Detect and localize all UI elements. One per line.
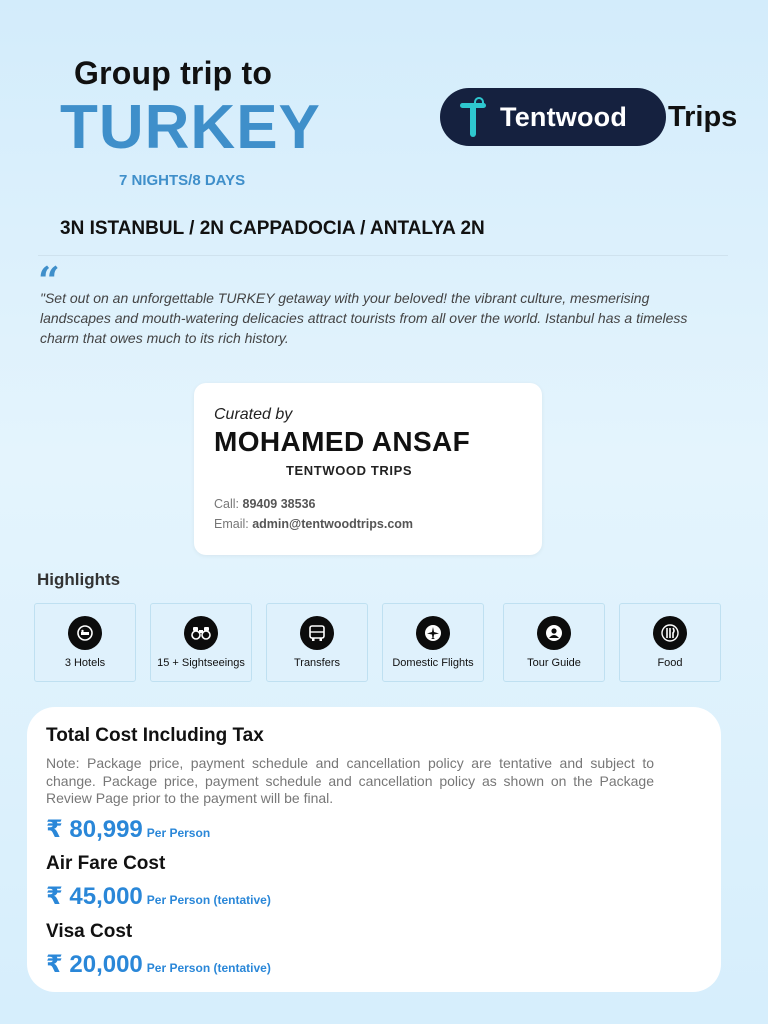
curator-company: TENTWOOD TRIPS	[286, 463, 413, 478]
utensils-icon	[653, 616, 687, 650]
visa-price	[46, 950, 271, 979]
highlight-label: Tour Guide	[527, 657, 581, 669]
trip-duration: 7 NIGHTS/8 DAYS	[119, 172, 246, 189]
cost-note: Note: Package price, payment schedule and cancellation policy are tentative and subject to change. Package price, payment schedule and cancellation policy as shown on the Package Review Page prior to the payment will be final.	[46, 755, 654, 806]
highlight-transfers	[266, 603, 368, 682]
highlight-food	[619, 603, 721, 682]
title-line: Group trip to	[74, 55, 273, 91]
highlight-label: Transfers	[293, 657, 341, 669]
phone-label: Call:	[214, 497, 240, 511]
airfare-price-unit: Per Person (tentative)	[146, 893, 271, 907]
destination-title: TURKEY	[60, 93, 321, 162]
highlight-label: Domestic Flights	[392, 657, 474, 669]
curated-by-label: Curated by	[214, 406, 293, 423]
curator-name: MOHAMED ANSAF	[214, 426, 471, 457]
highlight-flights	[382, 603, 484, 682]
divider	[38, 255, 728, 256]
brand-logo	[440, 88, 666, 146]
email-value[interactable]: admin@tentwoodtrips.com	[252, 517, 414, 531]
visa-price-unit: Per Person (tentative)	[146, 961, 271, 975]
intro-text: "Set out on an unforgettable TURKEY getaway with your beloved! the vibrant culture, mesmerising landscapes and mouth-watering delicacies attract tourists from all over the world. Istanbul has a timeless charm that owes much to its rich history.	[40, 290, 688, 346]
highlight-hotels	[34, 603, 136, 682]
highlight-label: 15 + Sightseeings	[157, 657, 245, 669]
cost-card	[27, 707, 721, 992]
total-cost-title: Total Cost Including Tax	[46, 725, 264, 746]
total-price-unit: Per Person	[146, 826, 211, 840]
airfare-price	[46, 882, 271, 911]
highlight-sightseeing	[150, 603, 252, 682]
hotel-icon	[68, 616, 102, 650]
curator-email[interactable]	[214, 517, 413, 531]
plane-icon	[416, 616, 450, 650]
route-summary: 3N ISTANBUL / 2N CAPPADOCIA / ANTALYA 2N	[60, 218, 485, 239]
total-price	[46, 815, 210, 844]
binoculars-icon	[184, 616, 218, 650]
quote-icon: “	[38, 258, 60, 303]
airfare-title: Air Fare Cost	[46, 853, 166, 874]
highlight-label: Food	[657, 657, 683, 669]
guide-icon	[537, 616, 571, 650]
visa-title: Visa Cost	[46, 921, 133, 942]
curator-phone[interactable]	[214, 497, 316, 511]
visa-price-value: ₹ 20,000	[46, 951, 143, 978]
highlight-guide	[503, 603, 605, 682]
logo-suffix: Trips	[668, 101, 738, 133]
total-price-value: ₹ 80,999	[46, 816, 143, 843]
airfare-price-value: ₹ 45,000	[46, 883, 143, 910]
highlight-label: 3 Hotels	[64, 657, 106, 669]
curator-card	[194, 383, 542, 555]
phone-value[interactable]: 89409 38536	[242, 497, 316, 511]
email-label: Email:	[214, 517, 249, 531]
logo-name: Tentwood	[500, 101, 628, 132]
bus-icon	[300, 616, 334, 650]
logo-mark-icon	[460, 97, 486, 137]
highlights-title: Highlights	[37, 570, 121, 589]
